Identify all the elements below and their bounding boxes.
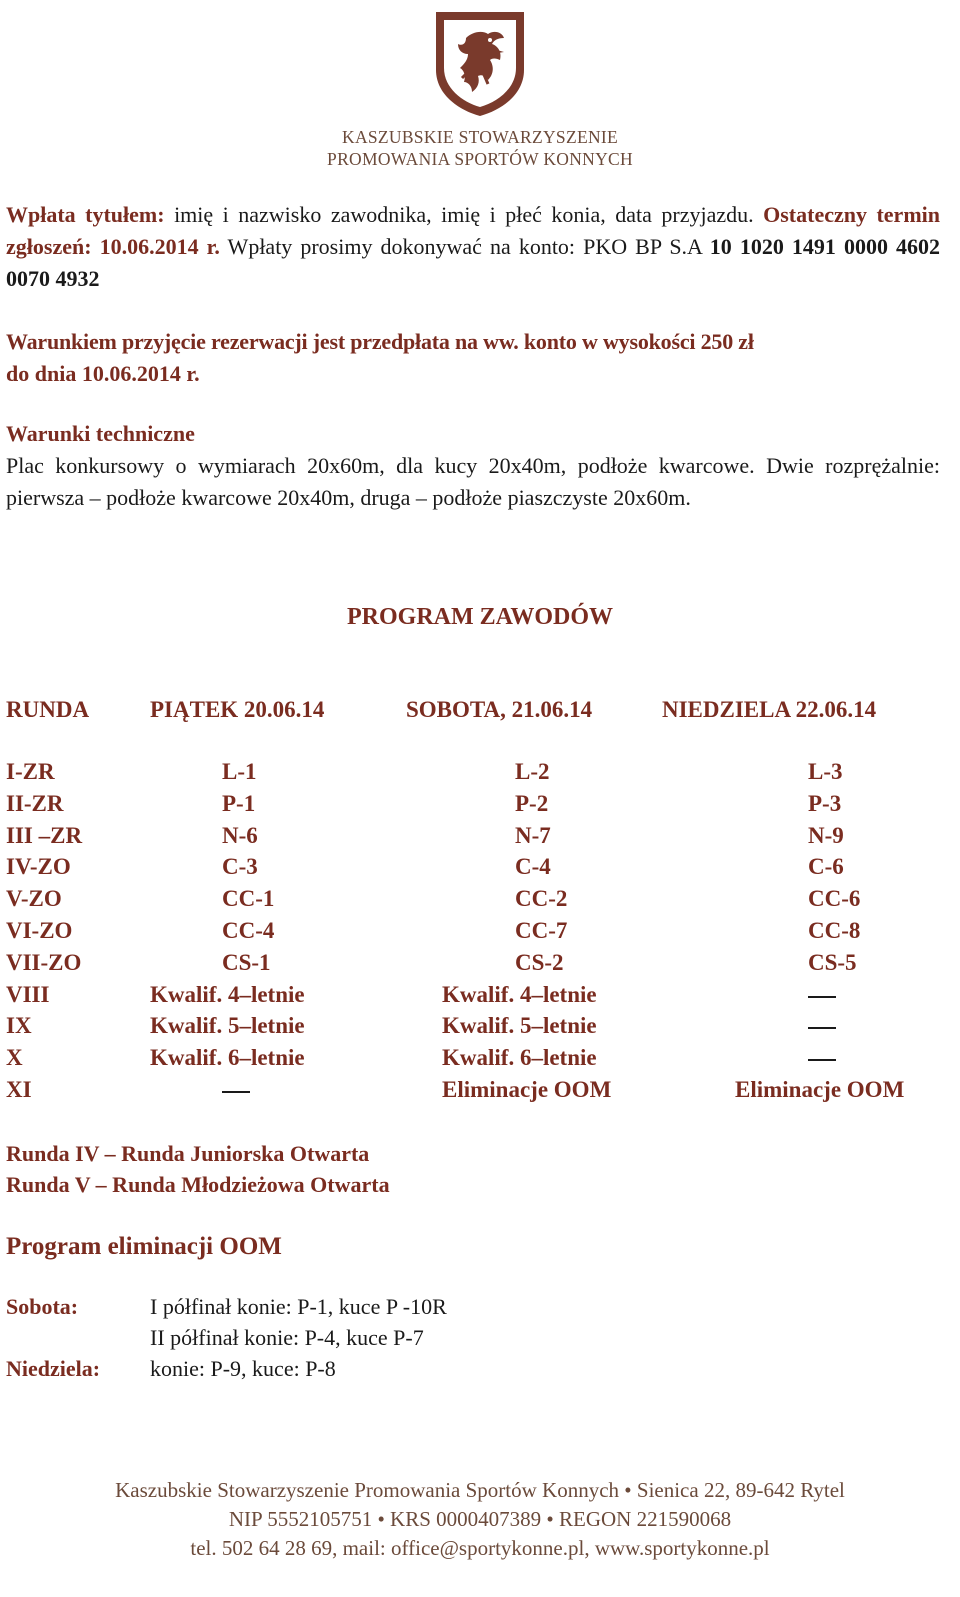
header-friday: PIĄTEK 20.06.14 — [150, 697, 325, 722]
deadline-label: Ostateczny termin zgłoszeń: 10.06.2014 r. — [6, 202, 940, 259]
reservation-line2: do dnia 10.06.2014 r. — [6, 361, 200, 386]
table-cell — [808, 996, 836, 998]
round-code: XI — [6, 1077, 32, 1102]
table-cell: Kwalif. 6–letnie — [150, 1045, 305, 1071]
table-cell: Kwalif. 6–letnie — [442, 1045, 597, 1071]
table-cell: Eliminacje OOM — [735, 1077, 905, 1102]
sunday-label: Niedziela: — [6, 1356, 101, 1381]
table-cell: Kwalif. 4–letnie — [150, 981, 305, 1007]
table-cell: L-3 — [808, 759, 843, 784]
table-cell: Eliminacje OOM — [442, 1077, 612, 1102]
technical-text: Plac konkursowy o wymiarach 20x60m, dla kucy 20x40m, podłoże kwarcowe. Dwie rozprężalnie: pierwsza – podłoże kwarcowe 20x40m, druga – podłoże piaszczyste 20x60m. — [6, 453, 940, 510]
oom-title: Program eliminacji OOM — [6, 1233, 282, 1260]
round-note: Runda V – Runda Młodzieżowa Otwarta — [6, 1172, 390, 1197]
bank-name: PKO BP S.A — [583, 234, 710, 259]
round-code: III –ZR — [6, 822, 83, 848]
table-cell: C-4 — [515, 854, 551, 880]
footer-address: Kaszubskie Stowarzyszenie Promowania Sportów Konnych • Sienica 22, 89-642 Rytel — [115, 1478, 845, 1502]
round-code: IV-ZO — [6, 854, 71, 880]
dash-icon — [808, 1027, 836, 1029]
table-cell: CS-5 — [808, 949, 857, 975]
table-cell: Kwalif. 4–letnie — [442, 981, 597, 1007]
table-cell: C-6 — [808, 854, 844, 880]
table-cell: C-3 — [222, 854, 258, 880]
table-cell — [808, 1059, 836, 1061]
dash-icon — [808, 1059, 836, 1061]
table-cell: L-1 — [222, 759, 257, 784]
saturday-line: I półfinał konie: P-1, kuce P -10R — [150, 1294, 447, 1319]
program-title: PROGRAM ZAWODÓW — [347, 604, 613, 630]
dash-icon — [222, 1091, 250, 1093]
round-code: X — [6, 1045, 23, 1071]
round-code: VII-ZO — [6, 949, 82, 975]
technical-title: Warunki techniczne — [6, 421, 195, 446]
table-cell — [222, 1091, 250, 1093]
table-cell: N-6 — [222, 822, 258, 848]
payment-paragraph — [6, 199, 940, 295]
table-cell: CC-1 — [222, 886, 275, 912]
table-cell: CC-6 — [808, 886, 861, 912]
round-code: V-ZO — [6, 886, 62, 912]
table-cell: N-7 — [515, 822, 551, 848]
round-note: Runda IV – Runda Juniorska Otwarta — [6, 1141, 370, 1166]
round-code: IX — [6, 1013, 32, 1039]
table-cell: P-2 — [515, 790, 549, 816]
header-saturday: SOBOTA, 21.06.14 — [406, 697, 593, 722]
table-cell: N-9 — [808, 822, 844, 848]
table-cell: P-1 — [222, 790, 256, 816]
header-sunday: NIEDZIELA 22.06.14 — [662, 697, 877, 722]
table-cell: P-3 — [808, 790, 842, 816]
table-cell: CC-2 — [515, 886, 568, 912]
payment-label: Wpłata tytułem: — [6, 202, 165, 227]
round-code: VI-ZO — [6, 918, 73, 943]
round-code: VIII — [6, 981, 50, 1007]
table-cell: CC-7 — [515, 918, 568, 943]
account-number: 10 1020 1491 0000 4602 0070 4932 — [6, 234, 941, 291]
deadline-text: Wpłaty prosimy dokonywać na konto: — [219, 234, 576, 259]
header-round: RUNDA — [6, 697, 90, 722]
round-code: I-ZR — [6, 759, 55, 784]
saturday-line: II półfinał konie: P-4, kuce P-7 — [150, 1325, 424, 1350]
table-cell: Kwalif. 5–letnie — [442, 1013, 597, 1039]
org-name-line1: KASZUBSKIE STOWARZYSZENIE — [342, 127, 618, 147]
griffin-shield-logo-icon — [432, 8, 528, 118]
table-cell: CC-8 — [808, 918, 861, 943]
sunday-line: konie: P-9, kuce: P-8 — [150, 1356, 336, 1381]
org-name-line2: PROMOWANIA SPORTÓW KONNYCH — [327, 149, 633, 169]
table-cell: CS-1 — [222, 949, 271, 975]
table-cell: CS-2 — [515, 949, 564, 975]
payment-text: imię i nazwisko zawodnika, imię i płeć konia, data przyjazdu. — [164, 202, 754, 227]
footer-registry: NIP 5552105751 • KRS 0000407389 • REGON 221590068 — [228, 1507, 732, 1531]
table-cell: Kwalif. 5–letnie — [150, 1013, 305, 1039]
round-code: II-ZR — [6, 790, 64, 816]
table-cell — [808, 1027, 836, 1029]
table-cell: CC-4 — [222, 918, 275, 943]
footer — [0, 1476, 960, 1563]
dash-icon — [808, 996, 836, 998]
footer-contact: tel. 502 64 28 69, mail: office@sportykonne.pl, www.sportykonne.pl — [190, 1536, 770, 1560]
saturday-label: Sobota: — [6, 1294, 79, 1319]
reservation-line1: Warunkiem przyjęcie rezerwacji jest przedpłata na ww. konto w wysokości 250 zł — [6, 329, 754, 354]
table-cell: L-2 — [515, 759, 550, 784]
